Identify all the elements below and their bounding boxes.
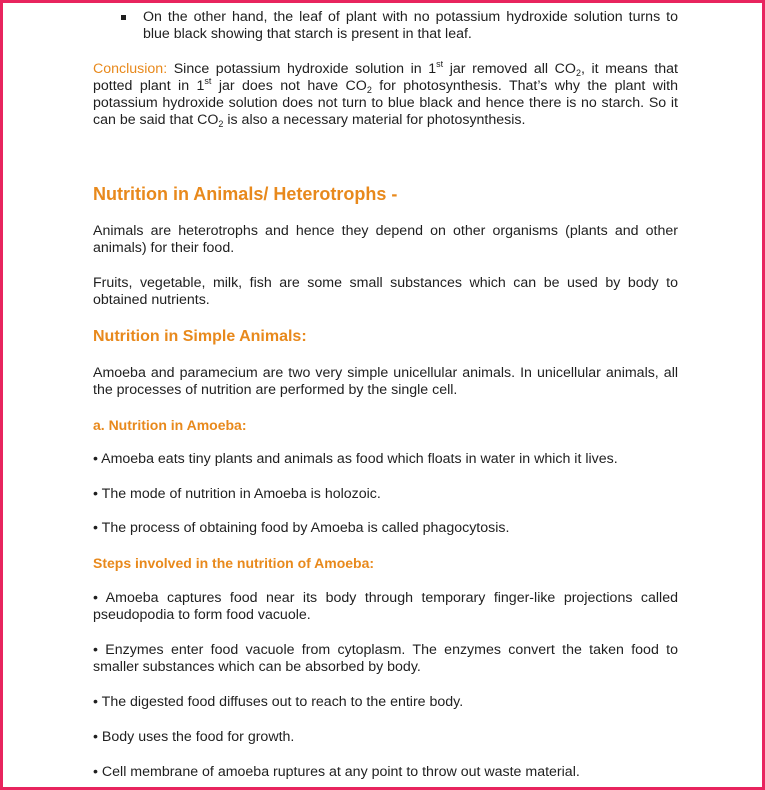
top-bullet-text: On the other hand, the leaf of plant with no potassium hydroxide solution turns to blue black showing that starch is present in that leaf. bbox=[143, 9, 678, 42]
paragraph-fruits: Fruits, vegetable, milk, fish are some small substances which can be used by body to obtained nutrients. bbox=[93, 275, 678, 308]
heading-nutrition-in-simple-animals: Nutrition in Simple Animals: bbox=[93, 328, 307, 345]
step-item: • Enzymes enter food vacuole from cytoplasm. The enzymes convert the taken food to smaller substances which can be absorbed by body. bbox=[93, 642, 678, 675]
amoeba-point: • Amoeba eats tiny plants and animals as food which floats in water in which it lives. bbox=[93, 451, 618, 467]
step-item: • Amoeba captures food near its body through temporary finger-like projections called pseudopodia to form food vacuole. bbox=[93, 590, 678, 623]
step-item: • The digested food diffuses out to reach to the entire body. bbox=[93, 694, 464, 710]
heading-nutrition-in-amoeba: a. Nutrition in Amoeba: bbox=[93, 417, 247, 433]
step-item: • Body uses the food for growth. bbox=[93, 729, 295, 745]
step-item: • Cell membrane of amoeba ruptures at any point to throw out waste material. bbox=[93, 764, 580, 780]
paragraph-simple-animals: Amoeba and paramecium are two very simple unicellular animals. In unicellular animals, all the processes of nutrition are performed by the single cell. bbox=[93, 365, 678, 398]
paragraph-heterotrophs: Animals are heterotrophs and hence they depend on other organisms (plants and other animals) for their food. bbox=[93, 223, 678, 256]
heading-steps-nutrition-amoeba: Steps involved in the nutrition of Amoeba: bbox=[93, 555, 375, 571]
heading-nutrition-in-animals: Nutrition in Animals/ Heterotrophs - bbox=[93, 184, 398, 204]
conclusion-label: Conclusion: bbox=[93, 61, 168, 77]
square-bullet-icon bbox=[121, 15, 126, 20]
conclusion-paragraph: Conclusion: Since potassium hydroxide solution in 1st jar removed all $CO_2$, it means that potted plant in 1st jar does not have $CO_2$ for photosynthesis. That’s why the plant with potassium hydroxide solution does not turn to blue black and hence there is no starch. So it can be said that $CO_2$ is also a necessary material for photosynthesis. bbox=[93, 59, 679, 129]
amoeba-point: • The process of obtaining food by Amoeba is called phagocytosis. bbox=[93, 520, 510, 536]
amoeba-point: • The mode of nutrition in Amoeba is holozoic. bbox=[93, 486, 381, 502]
